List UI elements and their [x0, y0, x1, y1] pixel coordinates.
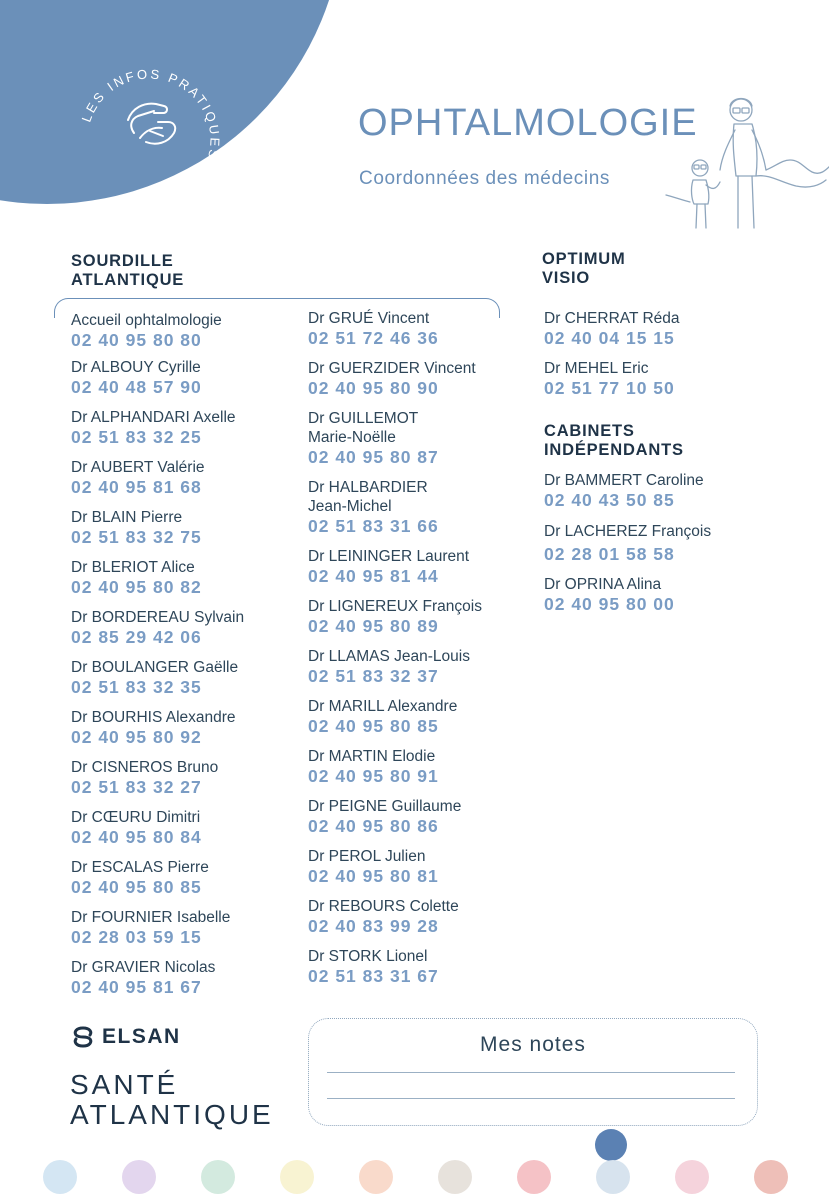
list-item: Dr PEIGNE Guillaume 02 40 95 80 86: [308, 798, 462, 836]
elsan-mark-icon: [70, 1024, 96, 1050]
phone-number: 02 40 95 80 00: [544, 594, 675, 614]
list-item: Dr FOURNIER Isabelle 02 28 03 59 15: [71, 909, 231, 947]
list-item: Dr ESCALAS Pierre 02 40 95 80 85: [71, 859, 209, 897]
infos-pratiques-badge: [68, 45, 228, 185]
phone-number: 02 40 95 80 92: [71, 727, 202, 747]
list-item: Dr BOULANGER Gaëlle 02 51 83 32 35: [71, 659, 239, 697]
phone-number: 02 40 48 57 90: [71, 377, 202, 397]
phone-number: 02 51 72 46 36: [308, 328, 439, 348]
helping-hands-icon: [128, 104, 175, 144]
list-item: Dr LACHEREZ François 02 28 01 58 58: [544, 523, 712, 564]
page-subtitle: Coordonnées des médecins: [359, 168, 610, 189]
section-cabinets-independants: CABINETS INDÉPENDANTS: [544, 422, 684, 459]
color-dot: [675, 1160, 709, 1194]
list-item: Dr HALBARDIER Jean-Michel 02 51 83 31 66: [308, 479, 439, 536]
phone-number: 02 40 95 80 81: [308, 866, 439, 886]
list-item: Dr GRAVIER Nicolas 02 40 95 81 67: [71, 959, 216, 997]
color-dot: [596, 1160, 630, 1194]
list-item: Dr MARILL Alexandre 02 40 95 80 85: [308, 698, 458, 736]
phone-number: 02 40 95 80 86: [308, 816, 439, 836]
color-dot: [43, 1160, 77, 1194]
list-item: Dr GUILLEMOT Marie-Noëlle 02 40 95 80 87: [308, 410, 439, 467]
phone-number: 02 28 03 59 15: [71, 927, 202, 947]
list-item: Dr OPRINA Alina 02 40 95 80 00: [544, 576, 675, 614]
list-item: Dr ALPHANDARI Axelle 02 51 83 32 25: [71, 409, 236, 447]
list-item: Dr BAMMERT Caroline 02 40 43 50 85: [544, 472, 704, 510]
list-item: Dr CŒURU Dimitri 02 40 95 80 84: [71, 809, 202, 847]
list-item: Dr BLAIN Pierre 02 51 83 32 75: [71, 509, 202, 547]
list-item: Dr LLAMAS Jean-Louis 02 51 83 32 37: [308, 648, 470, 686]
list-item: Dr LEININGER Laurent 02 40 95 81 44: [308, 548, 470, 586]
elsan-wordmark: ELSAN: [102, 1025, 181, 1048]
phone-number: 02 40 95 81 44: [308, 566, 439, 586]
color-dot: [280, 1160, 314, 1194]
color-dot: [122, 1160, 156, 1194]
color-dot: [201, 1160, 235, 1194]
phone-number: 02 28 01 58 58: [544, 544, 675, 564]
list-item: Dr PEROL Julien 02 40 95 80 81: [308, 848, 439, 886]
phone-number: 02 40 95 80 87: [308, 447, 439, 467]
phone-number: 02 40 95 80 91: [308, 766, 439, 786]
list-item: Accueil ophtalmologie 02 40 95 80 80: [71, 312, 222, 350]
phone-number: 02 51 83 32 37: [308, 666, 439, 686]
phone-number: 02 51 83 32 75: [71, 527, 202, 547]
phone-number: 02 40 95 80 80: [71, 330, 202, 350]
color-dot: [754, 1160, 788, 1194]
phone-number: 02 40 95 80 85: [308, 716, 439, 736]
list-item: Dr CHERRAT Réda 02 40 04 15 15: [544, 310, 680, 348]
list-item: Dr GRUÉ Vincent 02 51 72 46 36: [308, 310, 439, 348]
list-item: Dr MEHEL Eric 02 51 77 10 50: [544, 360, 675, 398]
page-title: OPHTALMOLOGIE: [358, 102, 698, 144]
phone-number: 02 85 29 42 06: [71, 627, 202, 647]
sante-atlantique-logo: SANTÉ ATLANTIQUE: [70, 1069, 274, 1130]
phone-number: 02 40 95 81 67: [71, 977, 202, 997]
color-dot: [517, 1160, 551, 1194]
phone-number: 02 40 04 15 15: [544, 328, 675, 348]
phone-number: 02 40 95 80 84: [71, 827, 202, 847]
svg-text:LES INFOS PRATIQUES: [79, 66, 223, 162]
list-item: Dr LIGNEREUX François 02 40 95 80 89: [308, 598, 482, 636]
phone-number: 02 51 83 32 35: [71, 677, 202, 697]
elsan-logo: [70, 1024, 181, 1050]
color-dot: [438, 1160, 472, 1194]
phone-number: 02 40 95 80 90: [308, 378, 439, 398]
list-item: Dr ALBOUY Cyrille 02 40 48 57 90: [71, 359, 202, 397]
notes-label: Mes notes: [480, 1033, 586, 1056]
phone-number: 02 51 83 31 67: [308, 966, 439, 986]
badge-text: LES INFOS PRATIQUES: [78, 66, 223, 163]
phone-number: 02 51 83 32 27: [71, 777, 202, 797]
family-illustration: [660, 90, 829, 235]
color-dot: [359, 1160, 393, 1194]
page-tab-dot: [595, 1129, 627, 1161]
phone-number: 02 51 83 31 66: [308, 516, 439, 536]
notes-box: [308, 1018, 758, 1126]
phone-number: 02 40 95 80 82: [71, 577, 202, 597]
list-item: Dr BOURHIS Alexandre 02 40 95 80 92: [71, 709, 236, 747]
section-sourdille-atlantique: SOURDILLE ATLANTIQUE: [71, 252, 185, 289]
phone-number: 02 40 83 99 28: [308, 916, 439, 936]
list-item: Dr BORDEREAU Sylvain 02 85 29 42 06: [71, 609, 245, 647]
phone-number: 02 40 95 81 68: [71, 477, 202, 497]
phone-number: 02 40 95 80 89: [308, 616, 439, 636]
list-item: Dr REBOURS Colette 02 40 83 99 28: [308, 898, 459, 936]
list-item: Dr GUERZIDER Vincent 02 40 95 80 90: [308, 360, 476, 398]
phone-number: 02 51 77 10 50: [544, 378, 675, 398]
phone-number: 02 51 83 32 25: [71, 427, 202, 447]
phone-number: 02 40 43 50 85: [544, 490, 675, 510]
list-item: Dr AUBERT Valérie 02 40 95 81 68: [71, 459, 205, 497]
phone-number: 02 40 95 80 85: [71, 877, 202, 897]
list-item: Dr BLERIOT Alice 02 40 95 80 82: [71, 559, 202, 597]
list-item: Dr STORK Lionel 02 51 83 31 67: [308, 948, 439, 986]
notes-line: [327, 1072, 735, 1073]
section-optimum-visio: OPTIMUM VISIO: [542, 250, 626, 287]
list-item: Dr CISNEROS Bruno 02 51 83 32 27: [71, 759, 219, 797]
notes-line: [327, 1098, 735, 1099]
list-item: Dr MARTIN Elodie 02 40 95 80 91: [308, 748, 439, 786]
